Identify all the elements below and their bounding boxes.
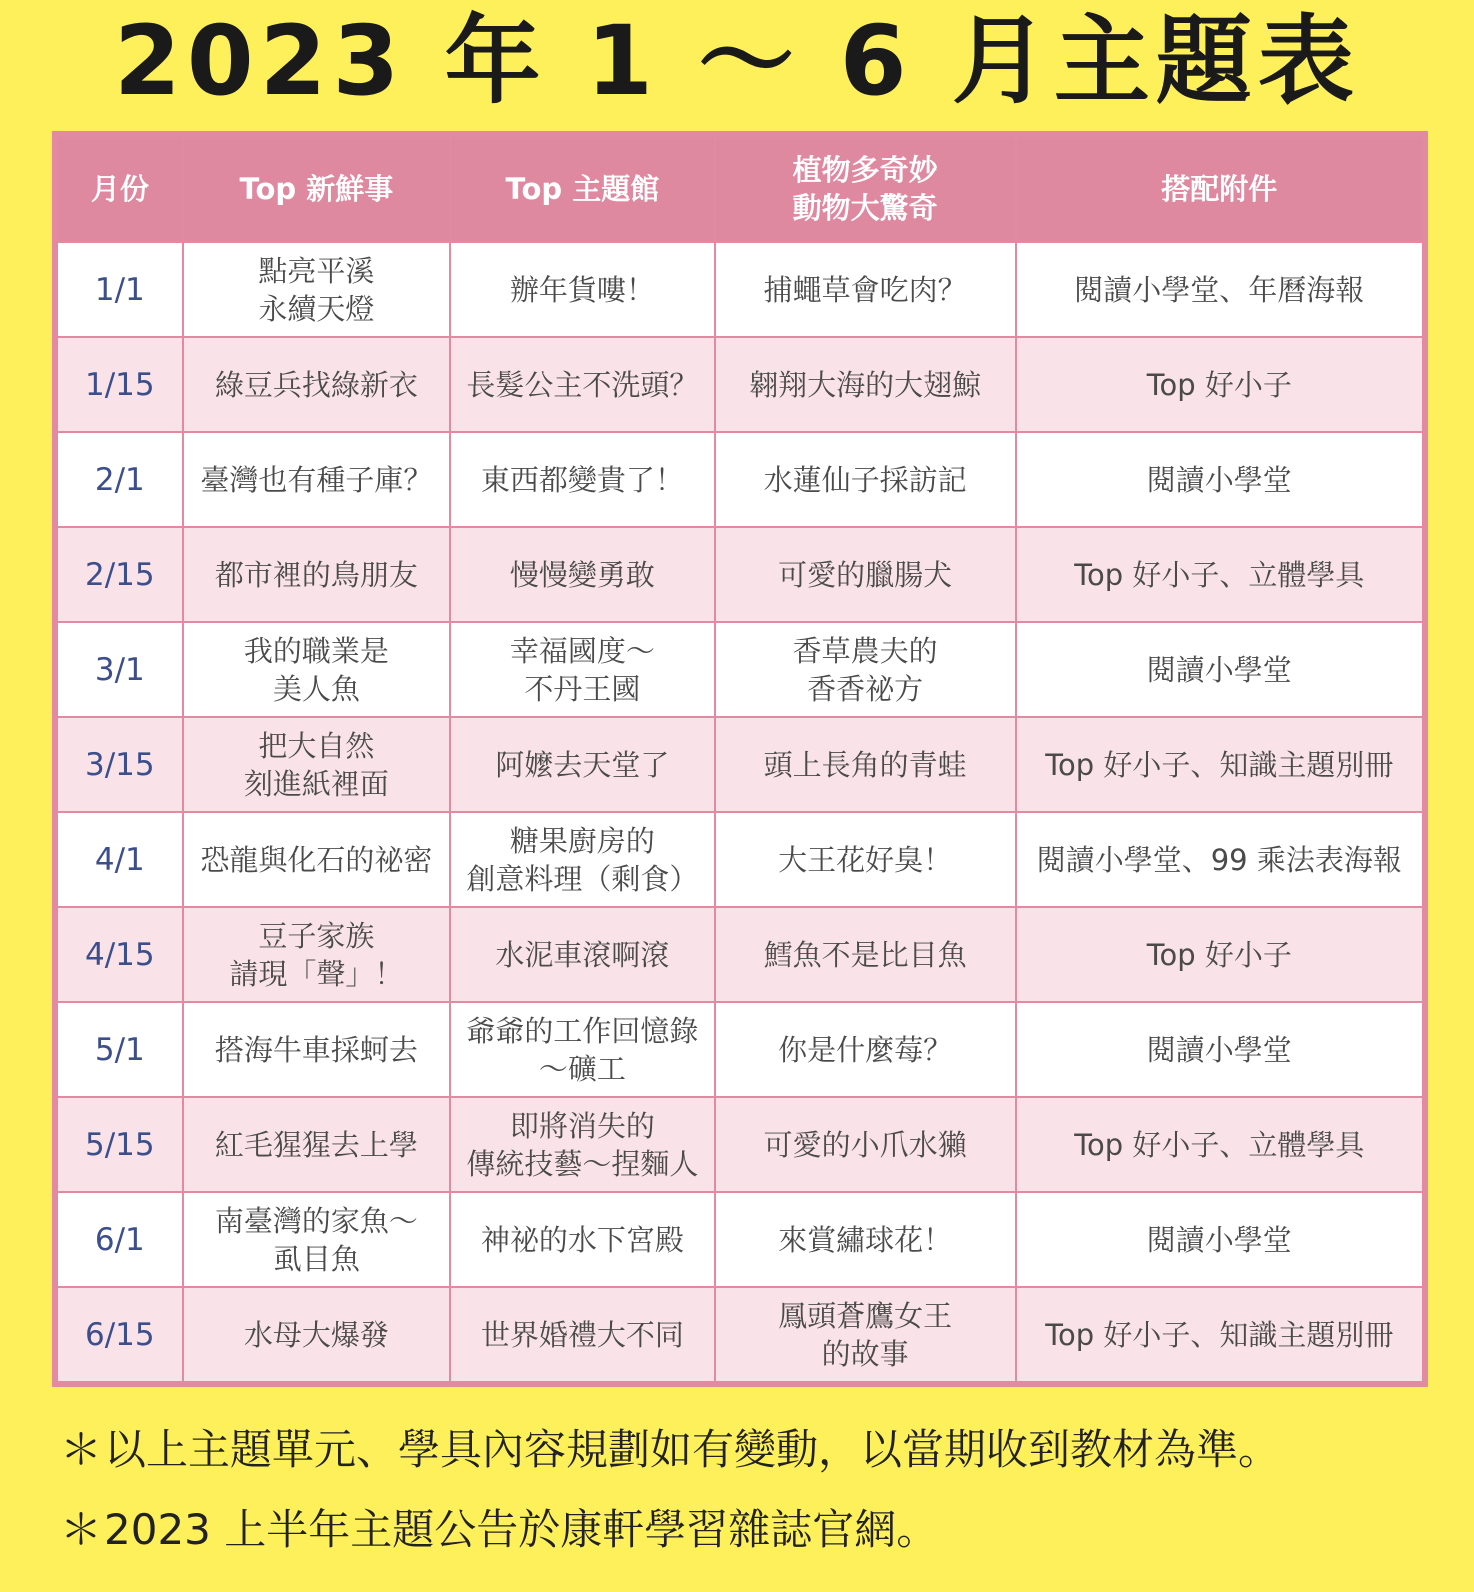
- table-header-row: [57, 136, 1423, 242]
- cell-text: Top 好小子: [1146, 367, 1292, 402]
- footnotes: [60, 1410, 1460, 1570]
- footnote-1: [60, 1410, 1460, 1490]
- cell-text: 3/15: [85, 746, 155, 783]
- cell-text: 鳳頭蒼鷹女王 的故事: [778, 1298, 953, 1371]
- cell-top-news: [183, 432, 451, 527]
- cell-text: 4/15: [85, 936, 155, 973]
- cell-text: 5/15: [85, 1126, 155, 1163]
- cell-text: 翱翔大海的大翅鯨: [749, 367, 982, 402]
- schedule-table: [56, 135, 1424, 1383]
- cell-attachments: [1016, 337, 1423, 432]
- cell-month: [57, 527, 183, 622]
- cell-attachments: [1016, 1192, 1423, 1287]
- cell-text: 閱讀小學堂: [1146, 1222, 1292, 1257]
- cell-plants-animals: [715, 717, 1016, 812]
- cell-plants-animals: [715, 527, 1016, 622]
- cell-plants-animals: [715, 1002, 1016, 1097]
- cell-attachments: [1016, 907, 1423, 1002]
- cell-text: 搭海牛車採蚵去: [214, 1032, 418, 1067]
- cell-text: 大王花好臭！: [778, 842, 953, 877]
- cell-text: 東西都變貴了！: [480, 462, 684, 497]
- cell-text: 爺爺的工作回憶錄 ～礦工: [466, 1013, 699, 1086]
- cell-top-theme: [450, 717, 714, 812]
- cell-plants-animals: [715, 1097, 1016, 1192]
- cell-text: 6/15: [85, 1316, 155, 1353]
- cell-text: 慢慢變勇敢: [509, 557, 655, 592]
- cell-top-theme: [450, 907, 714, 1002]
- cell-plants-animals: [715, 337, 1016, 432]
- asterisk-icon: ＊: [60, 1425, 103, 1474]
- cell-text: 可愛的小爪水獺: [763, 1127, 967, 1162]
- cell-top-theme: [450, 1002, 714, 1097]
- cell-top-theme: [450, 1192, 714, 1287]
- cell-text: 2/15: [85, 556, 155, 593]
- cell-text: 臺灣也有種子庫？: [200, 462, 433, 497]
- cell-text: Top 好小子: [1146, 937, 1292, 972]
- cell-text: 閱讀小學堂、年曆海報: [1074, 272, 1365, 307]
- cell-text: 南臺灣的家魚～ 虱目魚: [214, 1203, 418, 1276]
- table-row: [57, 812, 1423, 907]
- cell-month: [57, 432, 183, 527]
- footnote-text: 2023 上半年主題公告於康軒學習雜誌官網。: [104, 1505, 939, 1554]
- cell-top-news: [183, 907, 451, 1002]
- cell-text: Top 好小子、知識主題別冊: [1045, 747, 1394, 782]
- cell-attachments: [1016, 1097, 1423, 1192]
- table-row: [57, 242, 1423, 337]
- cell-top-news: [183, 1097, 451, 1192]
- cell-text: 捕蠅草會吃肉？: [763, 272, 967, 307]
- cell-text: 即將消失的 傳統技藝～捏麵人: [466, 1108, 699, 1181]
- cell-plants-animals: [715, 622, 1016, 717]
- cell-top-theme: [450, 812, 714, 907]
- cell-text: 糖果廚房的 創意料理（剩食）: [466, 823, 699, 896]
- cell-text: 6/1: [94, 1221, 145, 1258]
- cell-text: 閱讀小學堂、99 乘法表海報: [1036, 842, 1402, 877]
- header-month: 月份: [57, 136, 183, 242]
- cell-month: [57, 337, 183, 432]
- cell-text: 世界婚禮大不同: [480, 1317, 684, 1352]
- cell-plants-animals: [715, 432, 1016, 527]
- header-top-news: Top 新鮮事: [183, 136, 451, 242]
- cell-text: 都市裡的鳥朋友: [214, 557, 418, 592]
- cell-attachments: [1016, 527, 1423, 622]
- cell-top-news: [183, 527, 451, 622]
- cell-text: 可愛的臘腸犬: [778, 557, 953, 592]
- cell-plants-animals: [715, 242, 1016, 337]
- cell-month: [57, 242, 183, 337]
- cell-month: [57, 1097, 183, 1192]
- table-row: [57, 1287, 1423, 1382]
- header-attachments: 搭配附件: [1016, 136, 1423, 242]
- cell-attachments: [1016, 1287, 1423, 1382]
- cell-month: [57, 907, 183, 1002]
- page-title: 2023 年 1 ～ 6 月主題表: [114, 5, 1360, 117]
- table-row: [57, 907, 1423, 1002]
- cell-text: 豆子家族 請現「聲」！: [229, 918, 404, 991]
- cell-top-news: [183, 1002, 451, 1097]
- cell-attachments: [1016, 812, 1423, 907]
- cell-attachments: [1016, 242, 1423, 337]
- cell-text: Top 好小子、知識主題別冊: [1045, 1317, 1394, 1352]
- cell-text: 長髮公主不洗頭？: [466, 367, 699, 402]
- cell-top-theme: [450, 527, 714, 622]
- cell-text: 5/1: [94, 1031, 145, 1068]
- cell-text: 1/15: [85, 366, 155, 403]
- cell-top-theme: [450, 1287, 714, 1382]
- cell-month: [57, 1002, 183, 1097]
- table-row: [57, 337, 1423, 432]
- cell-top-news: [183, 717, 451, 812]
- cell-month: [57, 1287, 183, 1382]
- cell-month: [57, 622, 183, 717]
- asterisk-icon: ＊: [60, 1505, 103, 1554]
- cell-attachments: [1016, 1002, 1423, 1097]
- table-row: [57, 1097, 1423, 1192]
- table-row: [57, 432, 1423, 527]
- cell-text: 水母大爆發: [243, 1317, 389, 1352]
- table-row: [57, 1192, 1423, 1287]
- footnote-text: 以上主題單元、學具內容規劃如有變動，以當期收到教材為準。: [104, 1425, 1281, 1474]
- cell-attachments: [1016, 432, 1423, 527]
- cell-plants-animals: [715, 1192, 1016, 1287]
- cell-month: [57, 717, 183, 812]
- cell-text: 阿嬤去天堂了: [495, 747, 670, 782]
- cell-attachments: [1016, 622, 1423, 717]
- cell-text: 鱈魚不是比目魚: [763, 937, 967, 972]
- cell-text: 閱讀小學堂: [1146, 462, 1292, 497]
- cell-top-news: [183, 622, 451, 717]
- cell-text: 頭上長角的青蛙: [763, 747, 967, 782]
- cell-text: 水泥車滾啊滾: [495, 937, 670, 972]
- cell-text: 辦年貨嘍！: [509, 272, 655, 307]
- cell-attachments: [1016, 717, 1423, 812]
- cell-top-theme: [450, 432, 714, 527]
- cell-text: 閱讀小學堂: [1146, 1032, 1292, 1067]
- header-plants-animals: 植物多奇妙 動物大驚奇: [715, 136, 1016, 242]
- cell-text: 我的職業是 美人魚: [243, 633, 389, 706]
- cell-plants-animals: [715, 907, 1016, 1002]
- cell-text: 神祕的水下宮殿: [480, 1222, 684, 1257]
- cell-text: Top 好小子、立體學具: [1074, 557, 1365, 592]
- cell-top-theme: [450, 337, 714, 432]
- cell-top-theme: [450, 622, 714, 717]
- cell-top-theme: [450, 242, 714, 337]
- header-top-theme: Top 主題館: [450, 136, 714, 242]
- cell-text: 把大自然 刻進紙裡面: [243, 728, 389, 801]
- cell-plants-animals: [715, 812, 1016, 907]
- cell-month: [57, 812, 183, 907]
- cell-top-theme: [450, 1097, 714, 1192]
- cell-text: 閱讀小學堂: [1146, 652, 1292, 687]
- cell-text: 幸福國度～ 不丹王國: [509, 633, 655, 706]
- footnote-2: [60, 1490, 1460, 1570]
- cell-text: 你是什麼莓？: [778, 1032, 953, 1067]
- cell-text: 點亮平溪 永續天燈: [258, 253, 375, 326]
- table-row: [57, 622, 1423, 717]
- cell-text: 恐龍與化石的祕密: [200, 842, 433, 877]
- cell-text: 4/1: [94, 841, 145, 878]
- cell-plants-animals: [715, 1287, 1016, 1382]
- cell-text: 綠豆兵找綠新衣: [214, 367, 418, 402]
- cell-text: 來賞繡球花！: [778, 1222, 953, 1257]
- table-row: [57, 527, 1423, 622]
- theme-table: [52, 131, 1428, 1387]
- cell-text: 1/1: [94, 271, 145, 308]
- cell-top-news: [183, 1287, 451, 1382]
- cell-top-news: [183, 1192, 451, 1287]
- table-row: [57, 1002, 1423, 1097]
- cell-text: 3/1: [94, 651, 145, 688]
- cell-text: 水蓮仙子採訪記: [763, 462, 967, 497]
- cell-text: 香草農夫的 香香祕方: [792, 633, 938, 706]
- cell-text: Top 好小子、立體學具: [1074, 1127, 1365, 1162]
- cell-top-news: [183, 337, 451, 432]
- table-row: [57, 717, 1423, 812]
- cell-month: [57, 1192, 183, 1287]
- cell-top-news: [183, 812, 451, 907]
- cell-top-news: [183, 242, 451, 337]
- cell-text: 紅毛猩猩去上學: [214, 1127, 418, 1162]
- cell-text: 2/1: [94, 461, 145, 498]
